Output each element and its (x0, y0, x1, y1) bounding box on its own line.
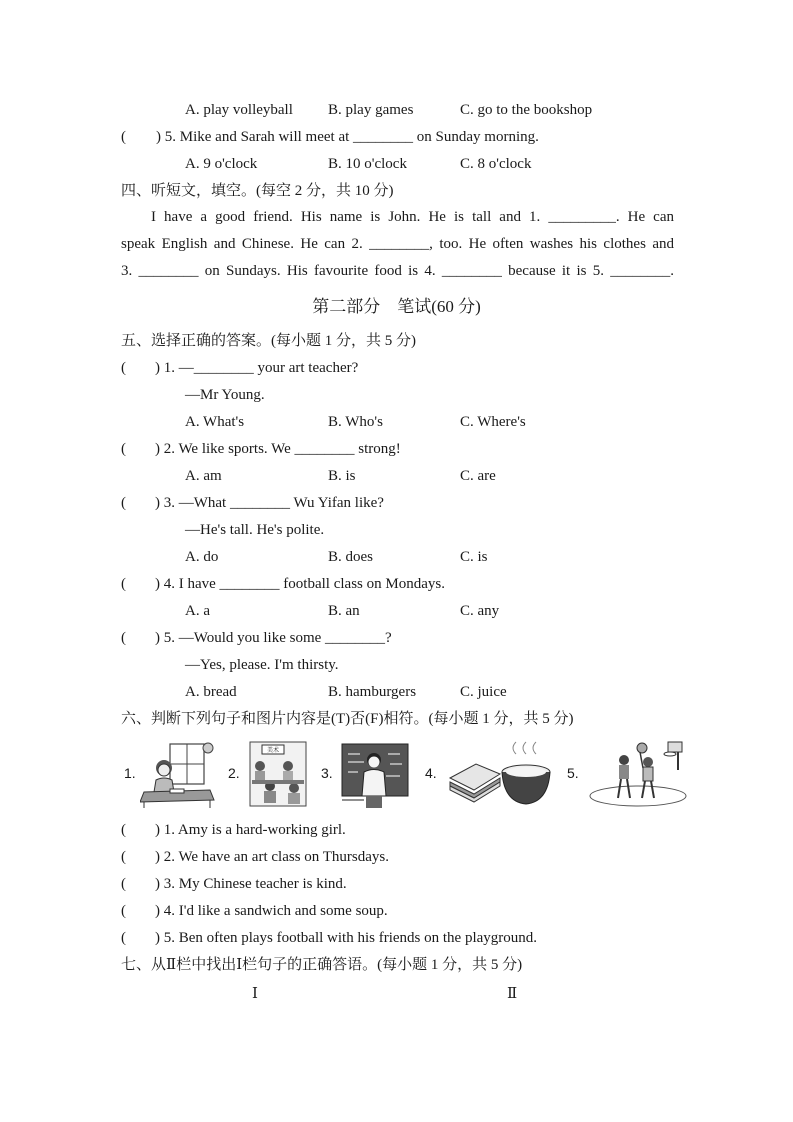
answer-bracket[interactable]: ( (121, 849, 126, 865)
statement-text: ) 5. Ben often plays football with his friends on the playground. (155, 930, 538, 946)
option-a[interactable]: A. bread (185, 684, 237, 700)
question-text: ) 1. —________ your art teacher? (155, 360, 359, 376)
question-text: ) 5. —Would you like some ________? (155, 630, 392, 646)
picture-girl-studying (140, 740, 215, 808)
option-c[interactable]: C. Where's (460, 414, 526, 430)
passage-line-2: speak English and Chinese. He can 2. ________, too. He often washes his clothes and (121, 236, 674, 252)
column-ii-header: Ⅱ (507, 986, 518, 1002)
option-b[interactable]: B. 10 o'clock (328, 156, 407, 172)
answer-bracket[interactable]: ( (121, 630, 126, 646)
section-6-heading: 六、判断下列句子和图片内容是(T)否(F)相符。(每小题 1 分，共 5 分) (121, 711, 574, 727)
answer-bracket[interactable]: ( (121, 576, 126, 592)
answer-bracket[interactable]: ( (121, 876, 126, 892)
answer-bracket[interactable]: ( (121, 441, 126, 457)
picture-basketball-playground (588, 740, 688, 808)
question-text: ) 3. —What ________ Wu Yifan like? (155, 495, 384, 511)
question-5-reply: —Yes, please. I'm thirsty. (185, 657, 339, 673)
picture-number-4: 4. (425, 765, 437, 781)
answer-bracket[interactable]: ( (121, 495, 126, 511)
passage-line-1: I have a good friend. His name is John. He is tall and 1. _________. He can (151, 209, 674, 225)
section-5-heading: 五、选择正确的答案。(每小题 1 分，共 5 分) (121, 333, 416, 349)
answer-bracket[interactable]: ( (121, 822, 126, 838)
statement-4 (121, 901, 388, 921)
option-a[interactable]: A. am (185, 468, 222, 484)
column-i-header: Ⅰ (252, 986, 258, 1002)
option-c[interactable]: C. juice (460, 684, 507, 700)
option-b[interactable]: B. is (328, 468, 356, 484)
question-4 (121, 574, 445, 594)
question-2 (121, 439, 401, 459)
section-7-heading: 七、从Ⅱ栏中找出Ⅰ栏句子的正确答语。(每小题 1 分，共 5 分) (121, 957, 523, 973)
question-1 (121, 358, 359, 378)
question-1-reply: —Mr Young. (185, 387, 265, 403)
answer-bracket[interactable]: ( ) (121, 129, 161, 145)
option-a[interactable]: A. 9 o'clock (185, 156, 258, 172)
question-5 (121, 628, 392, 648)
section-4-heading: 四、听短文，填空。(每空 2 分，共 10 分) (121, 183, 394, 199)
picture-number-2: 2. (228, 765, 240, 781)
option-a[interactable]: A. What's (185, 414, 245, 430)
answer-bracket[interactable]: ( (121, 360, 126, 376)
statement-text: ) 4. I'd like a sandwich and some soup. (155, 903, 388, 919)
question-text: ) 2. We like sports. We ________ strong! (155, 441, 401, 457)
part-2-title: 第二部分 笔试(60 分) (312, 297, 481, 316)
listening-q5 (121, 127, 539, 147)
art-sign-text: 美术 (266, 747, 280, 754)
option-a[interactable]: A. a (185, 603, 210, 619)
option-b[interactable]: B. Who's (328, 414, 383, 430)
option-b[interactable]: B. does (328, 549, 373, 565)
passage-line-3: 3. ________ on Sundays. His favourite food is 4. ________ because it is 5. ________. (121, 263, 674, 279)
picture-number-3: 3. (321, 765, 333, 781)
option-b[interactable]: B. hamburgers (328, 684, 417, 700)
question-3-reply: —He's tall. He's polite. (185, 522, 325, 538)
answer-bracket[interactable]: ( (121, 903, 126, 919)
option-c[interactable]: C. any (460, 603, 500, 619)
statement-5 (121, 928, 538, 948)
option-a[interactable]: A. do (185, 549, 219, 565)
option-b[interactable]: B. an (328, 603, 360, 619)
statement-1 (121, 820, 346, 840)
statement-3 (121, 874, 347, 894)
option-c[interactable]: C. 8 o'clock (460, 156, 532, 172)
statement-text: ) 3. My Chinese teacher is kind. (155, 876, 347, 892)
statement-2 (121, 847, 390, 867)
statement-text: ) 2. We have an art class on Thursdays. (155, 849, 390, 865)
question-text: 5. Mike and Sarah will meet at ________ on Sunday morning. (161, 129, 539, 145)
answer-bracket[interactable]: ( (121, 930, 126, 946)
option-a[interactable]: A. play volleyball (185, 102, 293, 118)
statement-text: ) 1. Amy is a hard-working girl. (155, 822, 346, 838)
option-c[interactable]: C. is (460, 549, 488, 565)
picture-sandwich-soup (446, 740, 552, 808)
question-text: ) 4. I have ________ football class on Mondays. (155, 576, 445, 592)
option-c[interactable]: C. go to the bookshop (460, 102, 593, 118)
picture-number-5: 5. (567, 765, 579, 781)
picture-art-class (248, 740, 308, 808)
section-4-passage (121, 204, 674, 285)
question-3 (121, 493, 384, 513)
option-b[interactable]: B. play games (328, 102, 414, 118)
picture-teacher-blackboard (340, 740, 410, 808)
picture-number-1: 1. (124, 765, 136, 781)
option-c[interactable]: C. are (460, 468, 496, 484)
